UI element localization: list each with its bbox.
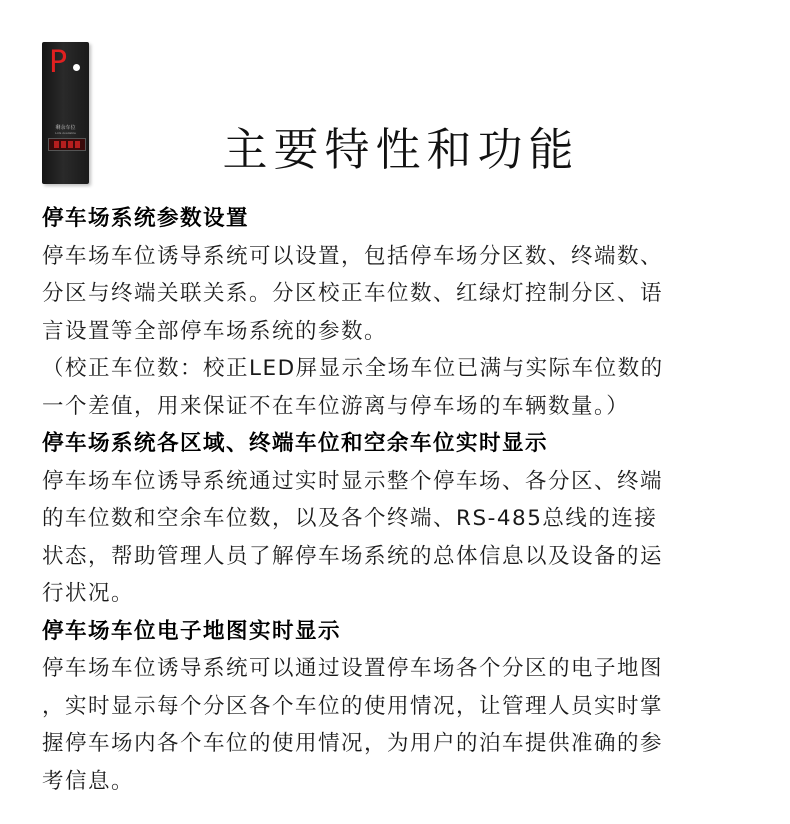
- feature-content: [42, 200, 758, 800]
- paragraph-line: 停车场车位诱导系统可以设置，包括停车场分区数、终端数、: [42, 243, 664, 269]
- paragraph-line: 状态，帮助管理人员了解停车场系统的总体信息以及设备的运: [42, 543, 664, 569]
- section-heading-realtime-display: 停车场系统各区域、终端车位和空余车位实时显示: [42, 431, 549, 456]
- paragraph-line: 考信息。: [42, 768, 135, 794]
- page-title: 主要特性和功能: [222, 123, 580, 177]
- section-heading-parameter-settings: 停车场系统参数设置: [42, 206, 250, 231]
- paragraph-line: 一个差值，用来保证不在车位游离与停车场的车辆数量。）: [42, 393, 630, 419]
- paragraph-line: ，实时显示每个分区各个车位的使用情况，让管理人员实时掌: [42, 693, 664, 719]
- paragraph-line: 的车位数和空余车位数，以及各个终端、RS-485总线的连接: [42, 506, 658, 531]
- sign-caption: 剩余车位: [55, 125, 76, 131]
- paragraph-line: 握停车场内各个车位的使用情况，为用户的泊车提供准确的参: [42, 731, 664, 756]
- paragraph-line: 行状况。: [42, 581, 135, 606]
- paragraph-line: 言设置等全部停车场系统的参数。: [42, 318, 388, 344]
- section-heading-electronic-map: 停车场车位电子地图实时显示: [42, 618, 342, 644]
- paragraph-line: 停车场车位诱导系统通过实时显示整个停车场、各分区、终端: [42, 468, 664, 494]
- parking-p-icon: P: [49, 45, 68, 80]
- sign-dot-icon: [73, 64, 80, 71]
- paragraph-line: 停车场车位诱导系统可以通过设置停车场各个分区的电子地图: [42, 656, 664, 681]
- paragraph-line: 分区与终端关联关系。分区校正车位数、红绿灯控制分区、语: [42, 281, 664, 306]
- paragraph-line: （校正车位数：校正LED屏显示全场车位已满与实际车位数的: [42, 356, 664, 381]
- sign-subcaption: Lots Available: [55, 131, 76, 135]
